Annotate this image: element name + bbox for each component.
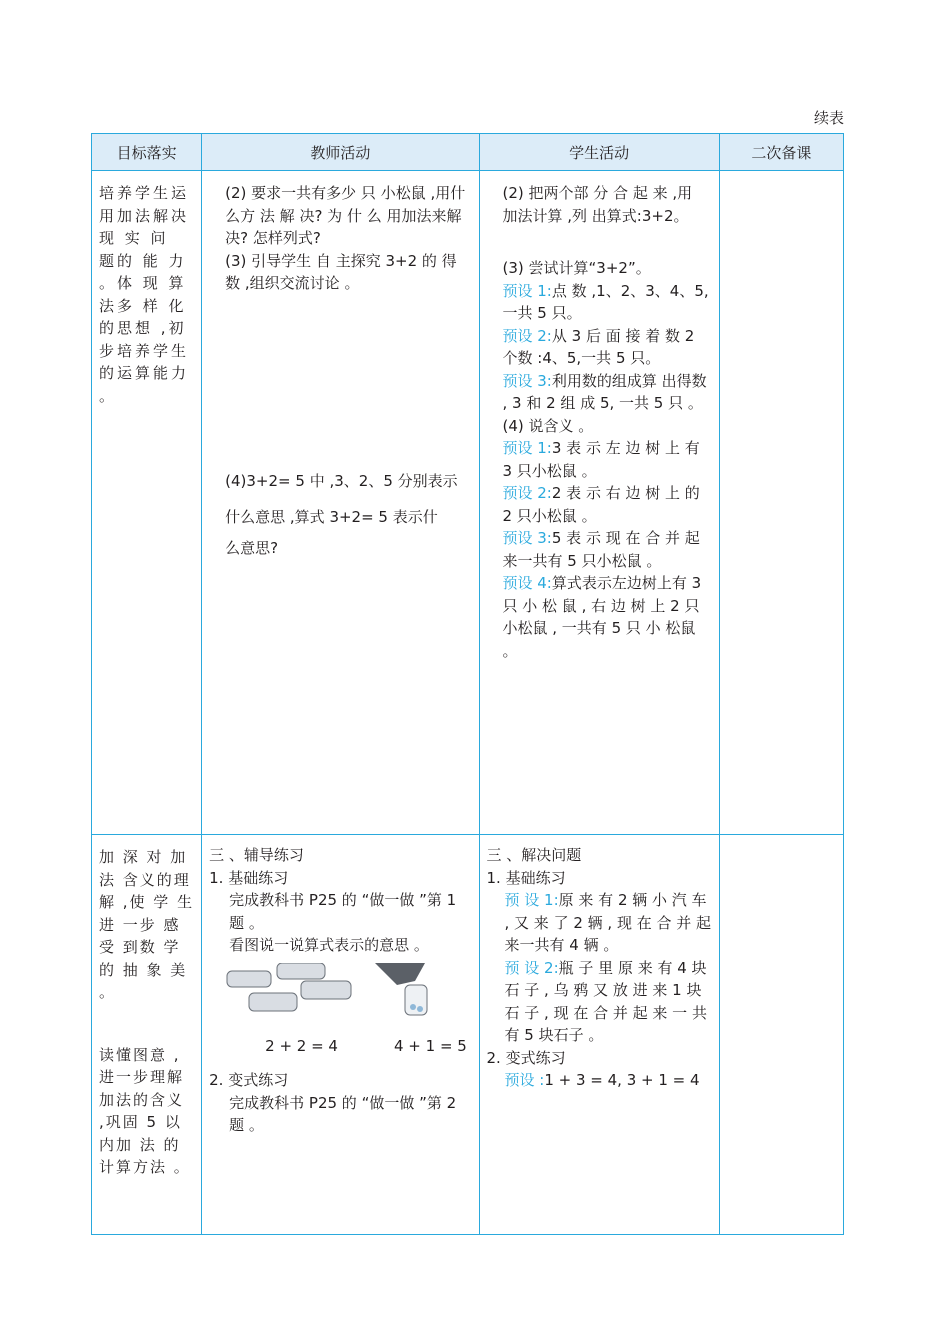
continued-table-note: 续表 <box>813 109 844 127</box>
preset-bottle-text: 瓶 子 里 原 来 有 4 块 石 子 , 乌 鸦 又 放 进 来 1 块 石 子 , 现 在 合 并 起 来 一 共 有 5 块石子 。 <box>504 958 707 1044</box>
preset-2a-text: 从 3 后 面 接 着 数 2 个数 :4、5,一共 5 只。 <box>502 326 695 367</box>
student-preset-2b <box>503 482 712 527</box>
student-cell <box>479 835 719 1235</box>
lesson-plan-table <box>91 133 844 1235</box>
preset-bottle-label: 预 设 2: <box>504 958 559 977</box>
teacher-textbook-task-2: 完成教科书 P25 的 “做一做 ”第 2 题 。 <box>229 1093 457 1134</box>
student-cell <box>479 171 719 835</box>
student-preset-3b <box>503 527 712 572</box>
cars-and-bottle-picture <box>225 963 475 1021</box>
student-variation-practice: 2. 变式练习 <box>486 1048 566 1067</box>
teacher-picture-task: 看图说一说算式表示的意思 。 <box>229 936 429 954</box>
preset-4b-label: 预设 4: <box>502 574 552 592</box>
practice-illustration <box>225 963 469 1021</box>
preset-1b-text: 3 表 示 左 边 树 上 有 3 只小松鼠 。 <box>502 439 700 480</box>
equation-cars: 2 + 2 = 4 <box>265 1036 338 1055</box>
student-basic-practice: 1. 基础练习 <box>486 868 566 887</box>
preset-2a-label: 预设 2: <box>502 326 552 345</box>
student-step-2: (2) 把两个部 分 合 起 来 ,用 加法计算 ,列 出算式:3+2。 <box>502 184 693 225</box>
preset-1a-text: 点 数 ,1、2、3、4、5, 一共 5 只。 <box>502 281 709 322</box>
teacher-step-4-line2: 什么意思 ,算式 3+2= 5 表示什 <box>225 507 438 526</box>
preset-2b-label: 预设 2: <box>502 484 552 502</box>
header-student: 学生活动 <box>479 134 719 171</box>
header-second-prep: 二次备课 <box>719 134 843 171</box>
equation-row <box>209 1035 469 1058</box>
preset-3b-text: 5 表 示 现 在 合 并 起 来一共有 5 只小松鼠 。 <box>502 529 700 570</box>
header-goal: 目标落实 <box>92 134 202 171</box>
preset-3a-text: 利用数的组成算 出得数 , 3 和 2 组 成 5, 一共 5 只 。 <box>502 371 707 412</box>
second-prep-cell <box>719 835 843 1235</box>
student-step-4: (4) 说含义 。 <box>502 416 594 435</box>
student-preset-4b <box>503 572 712 662</box>
equation-bottle: 4 + 1 = 5 <box>393 1036 467 1055</box>
preset-1b-label: 预设 1: <box>502 439 552 457</box>
goal-text-a: 加 深 对 加 法 含义的理解 ,使 学 生 进 一步 感受 到数 学 的 抽 象 美 。 <box>99 848 195 1001</box>
goal-cell <box>92 835 202 1235</box>
preset-3b-label: 预设 3: <box>502 529 552 547</box>
table-header-row <box>92 134 844 171</box>
table-row <box>92 835 844 1235</box>
teacher-step-3: (3) 引导学生 自 主探究 3+2 的 得数 ,组织交流讨论 。 <box>225 251 457 292</box>
goal-text: 培养学生运用加法解决现 实 问 题的 能 力 。体 现 算 法多 样 化 的思想 ,初步培养学生的运算能力 。 <box>99 184 190 405</box>
student-preset-cars <box>487 889 712 957</box>
second-prep-cell <box>719 171 843 835</box>
student-preset-list-a <box>503 280 712 325</box>
student-section-heading: 三 、解决问题 <box>486 846 582 864</box>
student-preset-1b <box>503 437 712 482</box>
preset-2b-text: 2 表 示 右 边 树 上 的 2 只小松鼠 。 <box>502 484 700 525</box>
student-step-3: (3) 尝试计算“3+2”。 <box>502 259 651 277</box>
teacher-textbook-task-1: 完成教科书 P25 的 “做一做 ”第 1 题 。 <box>229 891 457 932</box>
preset-1a-label: 预设 1: <box>502 281 552 300</box>
preset-variation-text: 1 + 3 = 4, 3 + 1 = 4 <box>544 1071 700 1089</box>
teacher-basic-practice: 1. 基础练习 <box>209 868 289 887</box>
teacher-section-heading: 三 、辅导练习 <box>209 846 304 864</box>
goal-cell <box>92 171 202 835</box>
table-row <box>92 171 844 835</box>
teacher-cell <box>202 171 479 835</box>
student-preset-3a <box>503 370 712 415</box>
teacher-cell <box>202 835 479 1235</box>
teacher-variation-practice: 2. 变式练习 <box>209 1071 289 1089</box>
preset-cars-text: 原 来 有 2 辆 小 汽 车 , 又 来 了 2 辆 , 现 在 合 并 起来一共有 4 辆 。 <box>504 891 712 954</box>
student-preset-variation <box>487 1069 712 1092</box>
bottle-icon <box>375 963 427 1015</box>
goal-text-b: 读懂图意 ,进一步理解加法的含义 ,巩固 5 以 内加 法 的 计算方法 。 <box>99 1045 191 1176</box>
preset-variation-label: 预设 : <box>504 1071 545 1089</box>
header-teacher: 教师活动 <box>202 134 479 171</box>
teacher-step-2: (2) 要求一共有多少 只 小松鼠 ,用什么方 法 解 决? 为 什 么 用加法来解决? 怎样列式? <box>225 184 466 247</box>
preset-4b-text: 算式表示左边树上有 3 只 小 松 鼠 , 右 边 树 上 2 只小松鼠 , 一共有 5 只 小 松鼠 。 <box>502 574 702 660</box>
preset-cars-label: 预 设 1: <box>504 891 559 909</box>
student-preset-bottle <box>487 957 712 1047</box>
car-icon <box>227 963 351 1011</box>
student-preset-2a <box>503 325 712 370</box>
teacher-step-4-line1: (4)3+2= 5 中 ,3、2、5 分别表示 <box>225 471 458 490</box>
preset-3a-label: 预设 3: <box>502 371 552 390</box>
teacher-step-4-line3: 么意思? <box>225 538 279 557</box>
